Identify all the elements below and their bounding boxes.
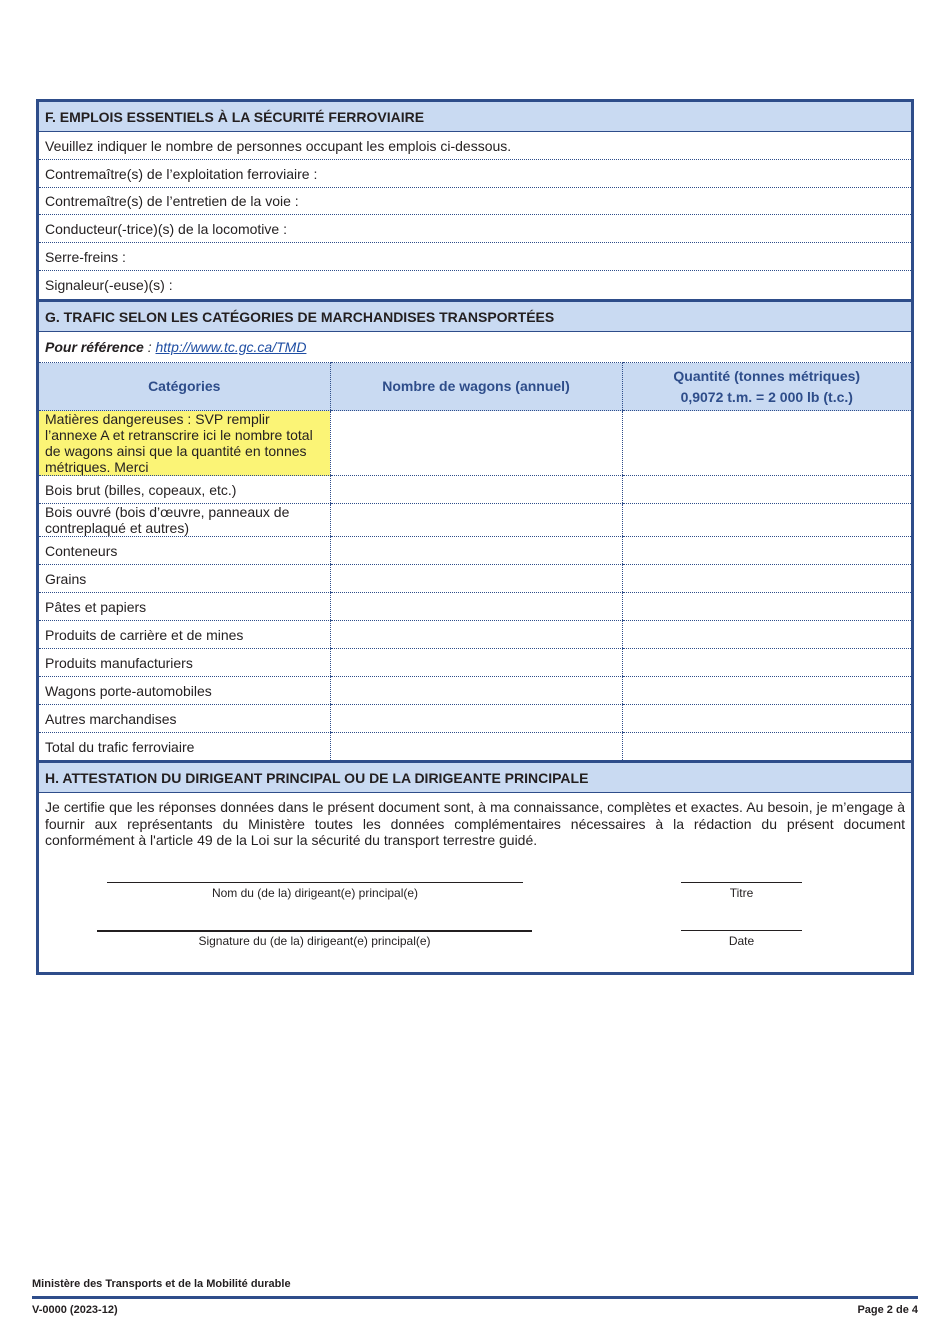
date-label: Date (728, 933, 755, 948)
reference-label: Pour référence (45, 339, 144, 355)
category-cell: Bois ouvré (bois d’œuvre, panneaux de contreplaqué et autres) (39, 504, 330, 537)
footer-page-number: Page 2 de 4 (857, 1304, 918, 1316)
table-row (39, 677, 911, 705)
form-container (36, 99, 914, 975)
footer-divider (32, 1296, 918, 1299)
quantity-total-input[interactable] (622, 733, 911, 761)
field-foreman-operations[interactable] (39, 160, 911, 188)
field-label: Serre-freins : (45, 248, 126, 265)
quantity-input[interactable] (622, 677, 911, 705)
category-cell: Pâtes et papiers (39, 593, 330, 621)
table-row (39, 733, 911, 761)
category-dangerous-goods: Matières dangereuses : SVP remplir l’annexe A et retranscrire ici le nombre total de wagons ainsi que la quantité en tonnes métriques. Merci (39, 411, 330, 476)
table-row (39, 537, 911, 565)
quantity-input[interactable] (622, 537, 911, 565)
table-row (39, 621, 911, 649)
title-line[interactable] (681, 882, 802, 883)
table-row (39, 705, 911, 733)
category-cell: Wagons porte-automobiles (39, 677, 330, 705)
quantity-input[interactable] (622, 649, 911, 677)
quantity-input[interactable] (622, 593, 911, 621)
wagons-input[interactable] (330, 593, 622, 621)
wagons-input[interactable] (330, 565, 622, 593)
table-row (39, 411, 911, 476)
signature-label: Signature du (de la) dirigeant(e) principal(e) (198, 933, 431, 948)
header-quantity (622, 363, 911, 411)
wagons-input[interactable] (330, 649, 622, 677)
footer-form-code: V-0000 (2023-12) (32, 1304, 118, 1316)
quantity-input[interactable] (622, 504, 911, 537)
date-line[interactable] (681, 930, 802, 931)
wagons-input[interactable] (330, 677, 622, 705)
name-line[interactable] (107, 882, 523, 883)
section-g-title: G. TRAFIC SELON LES CATÉGORIES DE MARCHANDISES TRANSPORTÉES (39, 299, 911, 332)
header-wagons: Nombre de wagons (annuel) (330, 363, 622, 411)
table-row (39, 593, 911, 621)
wagons-input[interactable] (330, 537, 622, 565)
field-foreman-track[interactable] (39, 188, 911, 215)
wagons-input[interactable] (330, 504, 622, 537)
category-total: Total du trafic ferroviaire (45, 738, 195, 755)
table-row (39, 649, 911, 677)
quantity-input[interactable] (622, 411, 911, 476)
reference-row (39, 332, 911, 362)
quantity-input[interactable] (622, 476, 911, 504)
signature-line[interactable] (97, 930, 532, 932)
quantity-input[interactable] (622, 705, 911, 733)
signature-area (39, 849, 911, 972)
category-cell: Conteneurs (39, 537, 330, 565)
field-label: Conducteur(-trice)(s) de la locomotive : (45, 220, 287, 237)
section-f-intro: Veuillez indiquer le nombre de personnes occupant les emplois ci-dessous. (39, 132, 911, 160)
section-f-title: F. EMPLOIS ESSENTIELS À LA SÉCURITÉ FERROVIAIRE (39, 102, 911, 132)
quantity-input[interactable] (622, 565, 911, 593)
wagons-input[interactable] (330, 621, 622, 649)
category-cell: Bois brut (billes, copeaux, etc.) (39, 476, 330, 504)
footer-department: Ministère des Transports et de la Mobilité durable (32, 1278, 291, 1290)
field-label: Contremaître(s) de l’entretien de la voie : (45, 193, 299, 209)
table-row (39, 565, 911, 593)
field-brakeman[interactable] (39, 243, 911, 271)
field-signaler[interactable] (39, 271, 911, 299)
cargo-table (39, 362, 911, 760)
wagons-input[interactable] (330, 476, 622, 504)
attestation-text: Je certifie que les réponses données dans le présent document sont, à ma connaissance, complètes et exactes. Au besoin, je m’engage à fournir aux représentants du Ministère toutes les données complémentaires nécessaires à la rédaction du présent document conformément à l'article 49 de la Loi sur la sécurité du transport terrestre guidé. (45, 799, 905, 848)
section-h-title: H. ATTESTATION DU DIRIGEANT PRINCIPAL OU DE LA DIRIGEANTE PRINCIPALE (39, 760, 911, 793)
field-locomotive-engineer[interactable] (39, 215, 911, 243)
reference-separator: : (143, 339, 156, 355)
category-cell: Produits manufacturiers (39, 649, 330, 677)
wagons-input[interactable] (330, 705, 622, 733)
name-label: Nom du (de la) dirigeant(e) principal(e) (211, 885, 419, 900)
title-label: Titre (729, 885, 754, 900)
table-row (39, 476, 911, 504)
category-cell: Autres marchandises (39, 705, 330, 733)
reference-link[interactable]: http://www.tc.gc.ca/TMD (155, 339, 307, 355)
header-quantity-title: Quantité (tonnes métriques) (673, 367, 861, 384)
header-categories: Catégories (39, 363, 330, 411)
category-cell: Grains (39, 565, 330, 593)
category-cell: Produits de carrière et de mines (39, 621, 330, 649)
field-label: Signaleur(-euse)(s) : (45, 277, 173, 293)
field-label: Contremaître(s) de l’exploitation ferroviaire : (45, 165, 318, 182)
wagons-total-input[interactable] (330, 733, 622, 761)
quantity-input[interactable] (622, 621, 911, 649)
wagons-input[interactable] (330, 411, 622, 476)
header-quantity-conversion: 0,9072 t.m. = 2 000 lb (t.c.) (680, 388, 853, 405)
table-row (39, 504, 911, 537)
